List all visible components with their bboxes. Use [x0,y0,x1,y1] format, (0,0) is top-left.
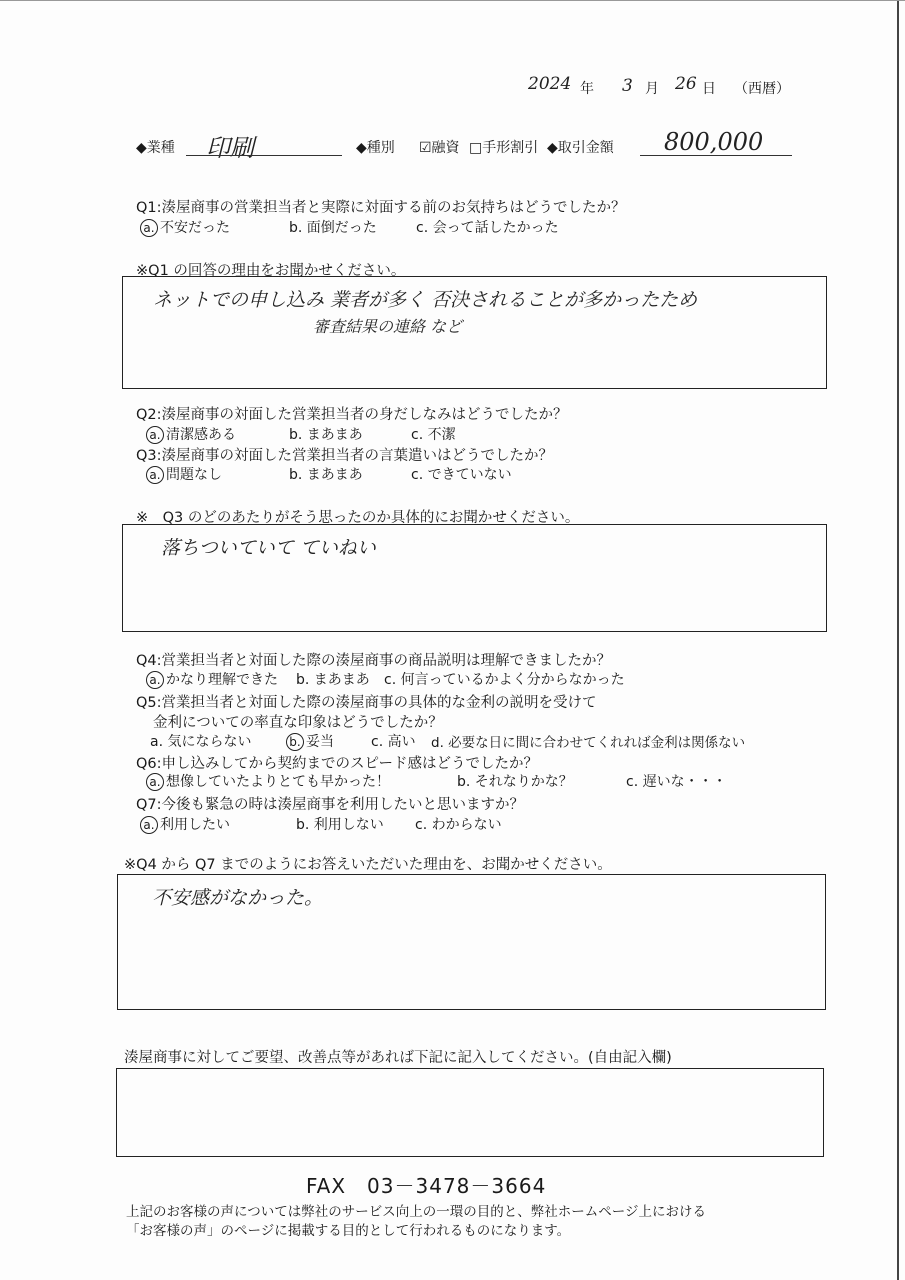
q47-reason-box [117,874,826,1010]
q3-reason-answer: 落ちついていて ていねい [161,537,376,559]
q1-reason-answer-line2: 審査結果の連絡 など [313,317,463,336]
scan-edge-right [897,0,899,1280]
footer-note-line2: 「お客様の声」のページに掲載する目的として行われるものになります。 [126,1223,571,1239]
amount-underline [640,155,792,156]
date-month: 3 [622,76,633,96]
q1-option-b: b. 面倒だった [289,220,377,236]
q4-option-a-mark: a. [146,671,164,689]
q1-question: Q1:湊屋商事の営業担当者と実際に対面する前のお気持ちはどうでしたか？ [136,200,626,216]
industry-value: 印刷 [206,134,254,162]
q2-option-c: c. 不潔 [411,427,456,443]
q6-option-c: c. 遅いな・・・ [626,774,727,790]
free-comment-box [116,1068,824,1157]
type-option-bill-discount: □手形割引 [469,140,539,156]
q5-option-a: a. 気にならない [150,734,252,750]
q2-option-a-mark: a. [146,426,164,444]
date-year-unit: 年 [580,81,594,97]
q3-option-b: b. まあまあ [289,467,363,483]
q2-option-a: a. 清潔感ある [146,424,236,444]
type-label: ◆種別 [356,140,395,156]
q7-option-a: a. 利用したい [140,814,230,834]
date-year: 2024 [528,74,572,94]
q3-reason-label: ※ Q3 のどのあたりがそう思ったのか具体的にお聞かせください。 [136,510,580,526]
q6-option-b: b. それなりかな？ [457,774,573,790]
free-comment-label: 湊屋商事に対してご要望、改善点等があれば下記に記入してください。(自由記入欄) [124,1050,672,1066]
q7-option-c: c. わからない [415,817,502,833]
q6-option-a: a. 想像していたよりとても早かった！ [146,771,390,791]
q5-option-c: c. 高い [371,734,416,750]
amount-value: 800,000 [664,128,764,156]
q5-question-line1: Q5:営業担当者と対面した際の湊屋商事の具体的な金利の説明を受けて [136,695,597,711]
date-day: 26 [675,74,697,94]
q3-question: Q3:湊屋商事の対面した営業担当者の言葉遣いはどうでしたか？ [136,448,554,464]
q5-question-line2: 金利についての率直な印象はどうでしたか？ [153,715,443,731]
q3-option-a-mark: a. [146,466,164,484]
q6-question: Q6:申し込みしてから契約までのスピード感はどうでしたか？ [136,756,538,772]
q1-option-c: c. 会って話したかった [416,220,559,236]
q7-question: Q7:今後も緊急の時は湊屋商事を利用したいと思いますか？ [136,797,525,813]
q5-option-b: b. 妥当 [286,731,334,751]
date-calendar: （西暦） [734,81,790,97]
scan-edge-top [0,0,905,1]
q6-option-a-mark: a. [146,773,164,791]
q47-reason-label: ※Q4 から Q7 までのようにお答えいただいた理由を、お聞かせください。 [124,857,612,873]
q4-option-c: c. 何言っているかよく分からなかった [384,672,625,688]
q3-option-c: c. できていない [411,467,512,483]
q5-option-d: d. 必要な日に間に合わせてくれれば金利は関係ない [431,735,746,751]
q1-reason-label: ※Q1 の回答の理由をお聞かせください。 [136,263,406,279]
q5-option-b-mark: b. [286,733,304,751]
industry-underline [186,155,342,156]
fax-number: FAX 03－3478－3664 [306,1174,547,1198]
q1-option-a-mark: a. [140,219,158,237]
q4-option-a: a. かなり理解できた [146,669,278,689]
q3-option-a: a. 問題なし [146,464,222,484]
q1-option-a: a. 不安だった [140,217,230,237]
q7-option-b: b. 利用しない [296,817,384,833]
q2-option-b: b. まあまあ [289,427,363,443]
amount-label: ◆取引金額 [547,140,614,156]
type-option-loan: ☑融資 [419,140,460,156]
q1-reason-answer-line1: ネットでの申し込み 業者が多く 否決されることが多かったため [153,289,698,311]
q7-option-a-mark: a. [140,816,158,834]
q1-reason-box [122,276,827,389]
q4-question: Q4:営業担当者と対面した際の湊屋商事の商品説明は理解できましたか？ [136,653,612,669]
q47-reason-answer: 不安感がなかった。 [152,887,324,909]
q4-option-b: b. まあまあ [296,672,370,688]
date-day-unit: 日 [702,81,716,97]
industry-label: ◆業種 [136,140,175,156]
q3-reason-box [122,524,827,632]
q2-question: Q2:湊屋商事の対面した営業担当者の身だしなみはどうでしたか？ [136,407,568,423]
footer-note-line1: 上記のお客様の声については弊社のサービス向上の一環の目的と、弊社ホームページ上における [126,1204,706,1220]
date-month-unit: 月 [645,81,659,97]
